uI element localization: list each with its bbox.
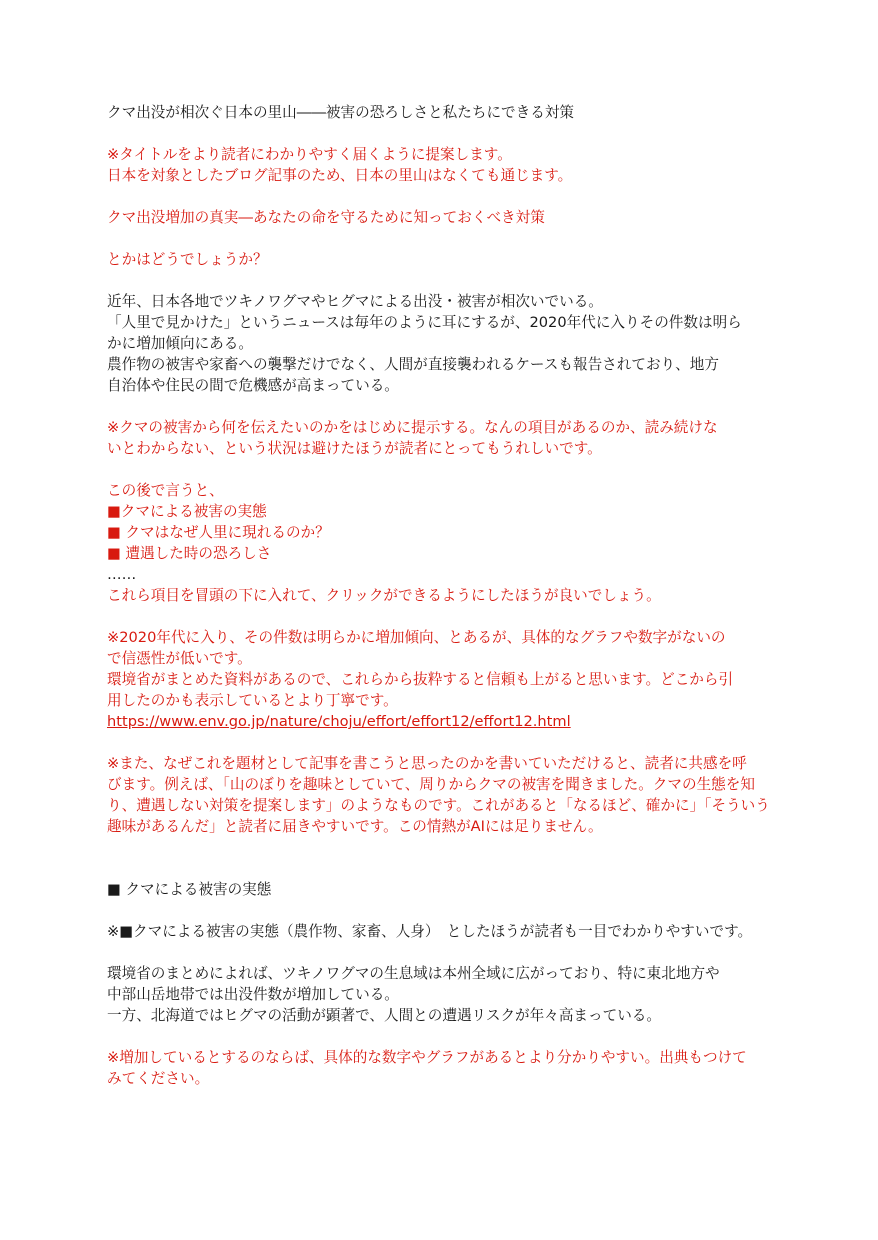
section-body-line: 環境省のまとめによれば、ツキノワグマの生息域は本州全域に広がっており、特に東北地方や xyxy=(107,965,720,982)
source-url-link[interactable]: https://www.env.go.jp/nature/choju/effort/effort12/effort12.html xyxy=(107,713,571,730)
intro-line: 近年、日本各地でツキノワグマやヒグマによる出没・被害が相次いでいる。 xyxy=(107,293,603,310)
intro-line: かに増加傾向にある。 xyxy=(107,335,253,352)
toc-intro: この後で言うと、 xyxy=(107,482,224,499)
section-body-line: 一方、北海道ではヒグマの活動が顕著で、人間との遭遇リスクが年々高まっている。 xyxy=(107,1007,661,1024)
comment-data-line: で信憑性が低いです。 xyxy=(107,650,252,667)
toc-ellipsis: …… xyxy=(107,566,137,583)
intro-line: 自治体や住民の間で危機感が高まっている。 xyxy=(107,377,399,394)
toc-item: ■クマによる被害の実態 xyxy=(107,503,267,520)
section-body-line: 中部山岳地帯では出没件数が増加している。 xyxy=(107,986,399,1003)
comment-motive-line: びます。例えば、「山のぼりを趣味としていて、周りからクマの被害を聞きました。クマの生態を知 xyxy=(107,776,755,793)
toc-item: ■ クマはなぜ人里に現れるのか？ xyxy=(107,524,330,541)
intro-line: 農作物の被害や家畜への襲撃だけでなく、人間が直接襲われるケースも報告されており、地方 xyxy=(107,356,719,373)
comment-toc-line: ※クマの被害から何を伝えたいのかをはじめに提示する。なんの項目があるのか、読み続けな xyxy=(107,419,718,436)
comment-data-line: 用したのかも表示しているとより丁寧です。 xyxy=(107,692,398,709)
suggested-title: クマ出没増加の真実―あなたの命を守るために知っておくべき対策 xyxy=(107,209,545,226)
section-heading: ■ クマによる被害の実態 xyxy=(107,881,272,898)
comment-motive-line: ※また、なぜこれを題材として記事を書こうと思ったのかを書いていただけると、読者に共感を呼 xyxy=(107,755,747,772)
article-title: クマ出没が相次ぐ日本の里山――被害の恐ろしさと私たちにできる対策 xyxy=(107,104,575,121)
intro-line: 「人里で見かけた」というニュースは毎年のように耳にするが、2020年代に入りその件数は明ら xyxy=(107,314,742,331)
comment-stats-line: ※増加しているとするのならば、具体的な数字やグラフがあるとより分かりやすい。出典もつけて xyxy=(107,1049,747,1066)
comment-title-line: ※タイトルをより読者にわかりやすく届くように提案します。 xyxy=(107,146,512,163)
toc-item: ■ 遭遇した時の恐ろしさ xyxy=(107,545,272,562)
toc-note: これら項目を冒頭の下に入れて、クリックができるようにしたほうが良いでしょう。 xyxy=(107,587,661,604)
comment-toc-line: いとわからない、という状況は避けたほうが読者にとってもうれしいです。 xyxy=(107,440,602,457)
comment-data-line: ※2020年代に入り、その件数は明らかに増加傾向、とあるが、具体的なグラフや数字がないの xyxy=(107,629,726,646)
comment-title-line: 日本を対象としたブログ記事のため、日本の里山はなくても通じます。 xyxy=(107,167,573,184)
comment-motive-line: 趣味があるんだ」と読者に届きやすいです。この情熱がAIには足りません。 xyxy=(107,818,603,835)
comment-heading: ※■クマによる被害の実態（農作物、家畜、人身） としたほうが読者も一目でわかりやすいです。 xyxy=(107,923,753,940)
comment-motive-line: り、遭遇しない対策を提案します」のようなものです。これがあると「なるほど、確かに」「そういう xyxy=(107,797,770,814)
comment-stats-line: みてください。 xyxy=(107,1070,210,1087)
document-page xyxy=(107,102,787,1089)
suggestion-question: とかはどうでしょうか？ xyxy=(107,251,268,268)
comment-data-line: 環境省がまとめた資料があるので、これらから抜粋すると信頼も上がると思います。どこから引 xyxy=(107,671,734,688)
